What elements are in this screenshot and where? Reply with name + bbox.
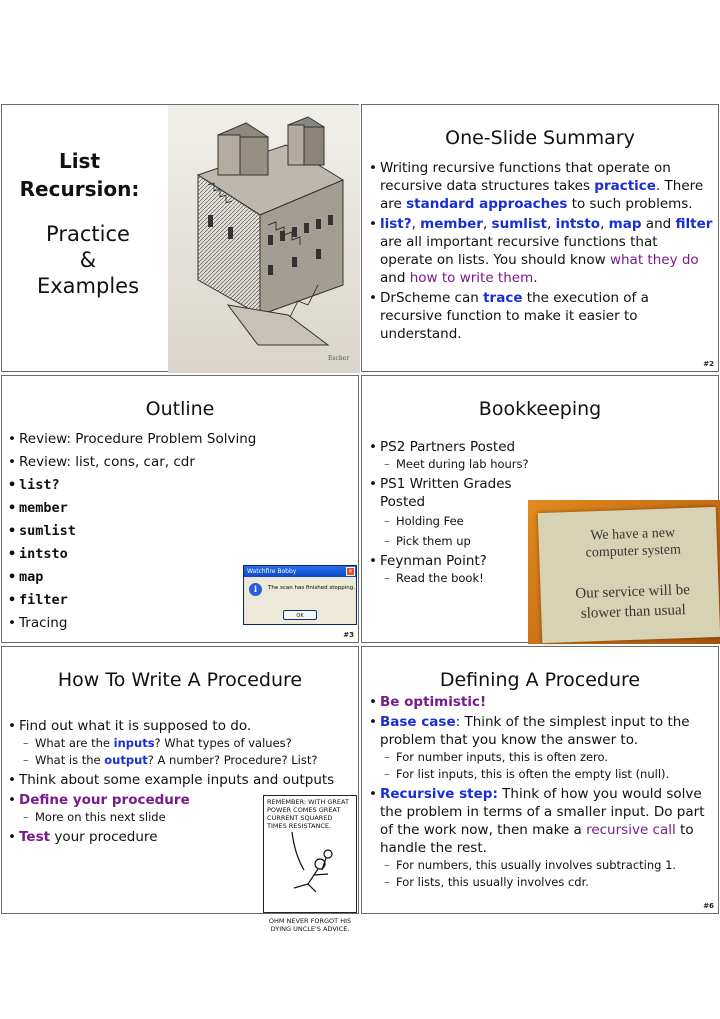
sub-list: [380, 857, 714, 891]
highlight-recursive-step: Recursive step:: [380, 786, 498, 802]
sub-item: – Pick them up: [380, 533, 568, 550]
subtitle-line-3: Examples: [36, 274, 140, 298]
sub-item: – Read the book!: [380, 570, 568, 587]
text: Find out what it is supposed to do.: [19, 718, 252, 734]
comic-bottom: [264, 917, 356, 933]
defining-item-recursive-step: [368, 785, 714, 891]
text: and: [380, 270, 410, 286]
highlight-standard-approaches: standard approaches: [406, 196, 568, 212]
text: to such problems.: [567, 196, 693, 212]
comic-caption: [267, 798, 349, 830]
escher-building-image: [168, 105, 360, 373]
highlight-recursive-call: recursive call: [586, 822, 676, 838]
slide-5: [1, 646, 359, 933]
text: ,: [482, 216, 492, 232]
fn-sumlist: sumlist: [491, 216, 548, 232]
text: Writing recursive functions that operate on recursive data structures takes: [380, 160, 671, 194]
text: : Think of the simplest input to the problem that you know the answer to.: [380, 714, 690, 748]
slide-4: [361, 375, 719, 643]
text: Think of how you would solve the problem in terms of a smaller input. Do part of the work now, then make a: [380, 786, 705, 838]
sub-item: [19, 752, 355, 769]
defining-list: [368, 693, 714, 893]
text: Posted: [380, 494, 426, 510]
outline-item: • filter: [7, 591, 307, 609]
text: ,: [411, 216, 421, 232]
slide-6-title: Defining A Procedure: [439, 669, 641, 691]
highlight-inputs: inputs: [113, 736, 155, 750]
defining-item-optimistic: [368, 693, 714, 711]
text: are all important recursive functions that operate on lists. You should know: [380, 234, 658, 268]
slide-number: #6: [703, 902, 714, 910]
subtitle-line-2: &: [79, 248, 97, 272]
sign-line-3: Our service will be: [575, 582, 691, 603]
sub-item: – Meet during lab hours?: [380, 456, 568, 473]
how-to-step-2: • Think about some example inputs and outputs: [7, 771, 355, 789]
sign-text-bottom: [547, 579, 718, 625]
text: your procedure: [50, 829, 158, 845]
fn-list: list?: [380, 216, 412, 232]
text: .: [533, 270, 538, 286]
slide-number: #3: [343, 631, 354, 639]
text: ? What types of values?: [154, 736, 292, 750]
slide-3: [1, 375, 359, 643]
slide-5-title: How To Write A Procedure: [57, 669, 303, 691]
slide-3-title: Outline: [145, 398, 215, 420]
subtitle-line-1: Practice: [46, 222, 130, 246]
outline-item: • Tracing: [7, 614, 307, 632]
sub-item: – For numbers, this usually involves subtracting 1.: [380, 857, 714, 874]
highlight-how-to-write: how to write them: [409, 270, 534, 286]
outline-item: • member: [7, 499, 307, 517]
stick-figure-drawing: [264, 830, 356, 896]
outline-item: • sumlist: [7, 522, 307, 540]
defining-item-base-case: [368, 713, 714, 783]
text: ? A number? Procedure? List?: [147, 753, 318, 767]
ok-button[interactable]: OK: [283, 610, 317, 620]
close-icon[interactable]: ×: [347, 568, 354, 575]
slide-1-title: [2, 147, 157, 203]
outline-item: • map: [7, 568, 307, 586]
text: ,: [600, 216, 609, 232]
watchfire-dialog: [243, 565, 357, 625]
sign-text-top: [547, 523, 718, 563]
slide-6: [361, 646, 719, 914]
caption-line: POWER COMES GREAT: [267, 806, 341, 814]
sign-photo: [528, 500, 720, 644]
highlight-optimistic: Be optimistic!: [380, 694, 487, 710]
slide-1: [1, 104, 359, 372]
text: . There are: [380, 178, 704, 212]
fn-filter: filter: [675, 216, 713, 232]
sign-line-2: computer system: [585, 542, 682, 561]
highlight-practice: practice: [594, 178, 656, 194]
text: Feynman Point?: [380, 553, 487, 569]
caption-line: DYING UNCLE'S ADVICE.: [270, 925, 350, 933]
highlight-what-they-do: what they do: [609, 252, 699, 268]
text: What is the: [35, 753, 105, 767]
bookkeeping-item-ps2: [368, 438, 568, 473]
highlight-trace: trace: [483, 290, 523, 306]
caption-line: OHM NEVER FORGOT HIS: [268, 917, 352, 925]
sign-line-1: We have a new: [590, 525, 676, 544]
text: and: [641, 216, 676, 232]
sign-line-4: slower than usual: [580, 602, 687, 622]
summary-bullet-1: [368, 159, 714, 213]
svg-text:Escher: Escher: [328, 355, 350, 362]
dialog-message: The scan has finished stopping.: [268, 585, 356, 591]
fn-map: map: [608, 216, 642, 232]
sub-item: – For list inputs, this is often the empty list (null).: [380, 766, 714, 783]
title-line-2: Recursion:: [19, 177, 140, 201]
highlight-define: Define your procedure: [19, 792, 190, 808]
fn-intsto: intsto: [555, 216, 601, 232]
highlight-output: output: [104, 753, 148, 767]
text: DrScheme can: [380, 290, 484, 306]
sub-item: [19, 735, 355, 752]
summary-bullet-2: [368, 215, 714, 287]
how-to-step-1: [7, 717, 355, 769]
slide-1-subtitle: [2, 221, 174, 299]
text: the execution of a recursive function to make it easier to understand.: [380, 290, 649, 342]
ohm-comic: [263, 795, 357, 933]
summary-list: [368, 159, 714, 345]
caption-line: REMEMBER: WITH GREAT: [267, 798, 349, 806]
title-line-1: List: [58, 149, 101, 173]
sub-item: – Holding Fee: [380, 513, 568, 530]
text: PS2 Partners Posted: [380, 439, 516, 455]
outline-item: • Review: list, cons, car, cdr: [7, 453, 307, 471]
caption-line: CURRENT SQUARED: [267, 814, 333, 822]
summary-bullet-3: [368, 289, 714, 343]
sub-list: [380, 456, 568, 473]
sub-item: – For number inputs, this is often zero.: [380, 749, 714, 766]
text: What are the: [35, 736, 114, 750]
slide-number: #2: [703, 360, 714, 368]
sub-list: [19, 735, 355, 769]
text: ,: [547, 216, 556, 232]
slide-2: [361, 104, 719, 372]
highlight-base-case: Base case: [380, 714, 456, 730]
sub-item: – More on this next slide: [19, 809, 355, 826]
dialog-titlebar: [244, 566, 356, 577]
fn-member: member: [420, 216, 483, 232]
info-icon: i: [249, 583, 262, 596]
text: to handle the rest.: [380, 822, 694, 856]
dialog-title: Watchfire Bobby: [247, 568, 297, 575]
highlight-test: Test: [19, 829, 51, 845]
slide-2-title: One-Slide Summary: [445, 127, 635, 149]
sub-item: – For lists, this usually involves cdr.: [380, 874, 714, 891]
outline-item: • intsto: [7, 545, 307, 563]
slide-4-title: Bookkeeping: [478, 398, 602, 420]
outline-item: • list?: [7, 476, 307, 494]
text: • PS1 Written Grades: [380, 476, 512, 492]
outline-item: • Review: Procedure Problem Solving: [7, 430, 307, 448]
caption-line: TIMES RESISTANCE.: [267, 822, 332, 830]
sub-list: [380, 749, 714, 783]
